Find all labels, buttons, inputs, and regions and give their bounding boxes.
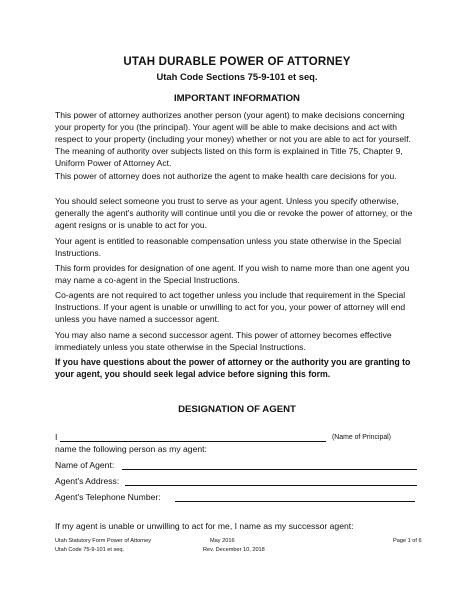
paragraph-co-agent: This form provides for designation of one agent. If you wish to name more than one agent you may name a co-agent in the Special Instructions. [55,263,410,286]
paragraph-co-agents-act: Co-agents are not required to act together unless you include that requirement in the Special Instructions. If your agent is unable or unwilling to act for you, your power of attorney will end unless you have named a successor agent. [55,290,406,325]
footer-revision: Rev. December 10, 2018 [203,547,265,553]
designation-of-agent-heading: DESIGNATION OF AGENT [178,404,296,415]
paragraph-select-agent: You should select someone you trust to serve as your agent. Unless you specify otherwise, generally the agent's authority will continue until you die or revoke the power of attorney, or the agent resigns or is unable to act for you. [55,196,413,231]
successor-agent-text: If my agent is unable or unwilling to act for me, I name as my successor agent: [55,521,354,531]
agent-address-label: Agent's Address: [55,476,120,486]
footer-date: May 2016 [210,538,235,544]
agent-address-field[interactable] [125,485,417,486]
principal-caption: (Name of Principal) [332,434,391,441]
agent-phone-label: Agent's Telephone Number: [55,492,161,502]
name-of-agent-field[interactable] [122,469,417,470]
paragraph-health-care: This power of attorney does not authorize the agent to make health care decisions for you. [55,171,397,181]
document-subtitle: Utah Code Sections 75-9-101 et seq. [156,71,318,82]
i-label: I [55,432,58,442]
agent-phone-field[interactable] [175,501,415,502]
principal-name-field[interactable] [60,441,326,442]
paragraph-legal-advice: If you have questions about the power of attorney or the authority you are granting to your agent, you should seek legal advice before signing this form. [55,357,411,380]
document-title: UTAH DURABLE POWER OF ATTORNEY [123,56,351,68]
important-information-heading: IMPORTANT INFORMATION [174,93,300,104]
name-of-agent-label: Name of Agent: [55,460,115,470]
paragraph-compensation: Your agent is entitled to reasonable compensation unless you state otherwise in the Special Instructions. [55,236,402,259]
footer-code: Utah Code 75-9-101 et seq. [55,547,125,553]
footer-form-name: Utah Statutory Form Power of Attorney [55,538,152,544]
paragraph-second-successor: You may also name a second successor agent. This power of attorney becomes effective immediately unless you state otherwise in the Special Instructions. [55,330,392,353]
footer-page-number: Page 1 of 6 [393,538,422,544]
name-following-text: name the following person as my agent: [55,444,207,454]
paragraph-authorization: This power of attorney authorizes another person (your agent) to make decisions concerning your property for you (the principal). Your agent will be able to make decisions and act with respect to your property (including your money) whether or not you are able to act for yourself. The meaning of authority over subjects listed on this form is explained in Title 75, Chapter 9, Uniform Power of Attorney Act. [55,110,411,169]
